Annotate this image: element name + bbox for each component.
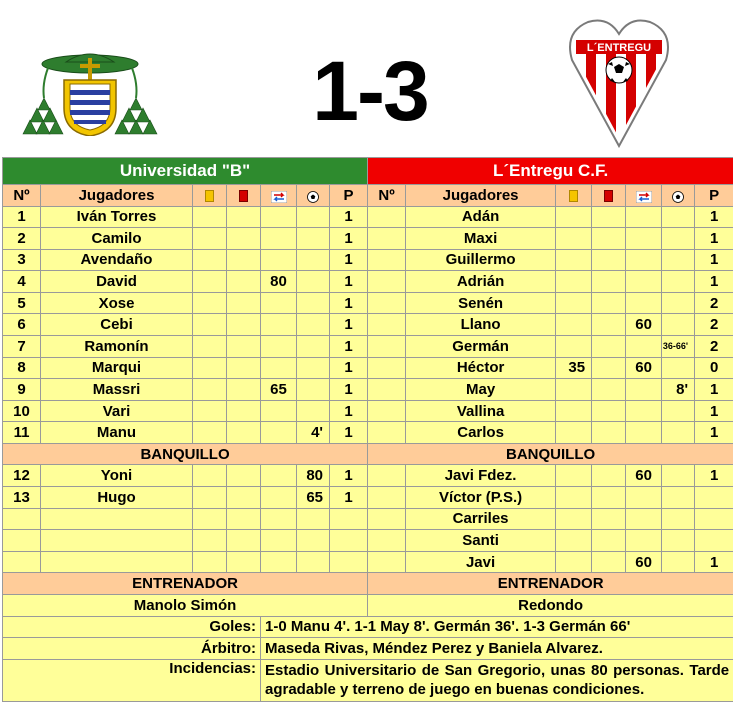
red-card-minute [227, 228, 261, 250]
player-name: Iván Torres [41, 206, 193, 228]
player-number: 4 [3, 271, 41, 293]
player-points [695, 530, 733, 552]
yellow-card-minute: 35 [556, 357, 592, 379]
player-points: 1 [695, 400, 733, 422]
substitution-minute: 65 [261, 379, 297, 401]
player-number: 8 [3, 357, 41, 379]
red-card-minute [227, 400, 261, 422]
red-card-icon [239, 190, 248, 202]
player-name: Germán [406, 336, 556, 358]
player-points: 1 [330, 379, 368, 401]
red-card-minute [227, 206, 261, 228]
red-card-minute [592, 228, 626, 250]
red-card-minute [227, 508, 261, 530]
substitution-minute [626, 271, 662, 293]
substitution-minute [626, 228, 662, 250]
coach-names-row [3, 594, 733, 616]
player-name: Llano [406, 314, 556, 336]
lineup-table-body [3, 158, 733, 702]
badge-text: L´ENTREGU [586, 42, 652, 54]
goal-minute [662, 465, 695, 487]
goal-minute [662, 228, 695, 250]
player-points: 0 [695, 357, 733, 379]
goal-minute [297, 336, 330, 358]
player-points: 1 [695, 271, 733, 293]
substitution-minute: 60 [626, 357, 662, 379]
substitution-minute [261, 465, 297, 487]
red-card-minute [227, 422, 261, 444]
red-card-minute [592, 336, 626, 358]
red-card-minute [592, 508, 626, 530]
away-substitution-column-header [626, 184, 662, 206]
player-name: May [406, 379, 556, 401]
bench-section-row [3, 443, 733, 465]
player-number [368, 292, 406, 314]
substitution-minute [261, 249, 297, 271]
player-number [368, 379, 406, 401]
player-name: Camilo [41, 228, 193, 250]
starter-row [3, 400, 733, 422]
player-name: Adrián [406, 271, 556, 293]
player-number: 2 [3, 228, 41, 250]
substitution-minute [261, 206, 297, 228]
away-ball-column-header [662, 184, 695, 206]
goal-minute [297, 551, 330, 573]
yellow-card-minute [556, 314, 592, 336]
goal-minute [662, 314, 695, 336]
goal-minute [662, 508, 695, 530]
goal-minute [297, 249, 330, 271]
goal-minute [662, 400, 695, 422]
substitution-minute [261, 357, 297, 379]
red-card-minute [592, 249, 626, 271]
player-name: Cebi [41, 314, 193, 336]
bench-row [3, 487, 733, 509]
player-points: 1 [695, 249, 733, 271]
yellow-card-minute [193, 336, 227, 358]
player-points [695, 508, 733, 530]
player-name [41, 530, 193, 552]
player-number: 9 [3, 379, 41, 401]
yellow-card-minute [556, 551, 592, 573]
goal-minute [297, 508, 330, 530]
player-name: Víctor (P.S.) [406, 487, 556, 509]
player-number [368, 249, 406, 271]
goal-minute: 80 [297, 465, 330, 487]
player-number [368, 228, 406, 250]
goals-value: 1-0 Manu 4'. 1-1 May 8'. Germán 36'. 1-3 Germán 66' [261, 616, 733, 638]
player-points: 1 [330, 249, 368, 271]
yellow-card-icon [205, 190, 214, 202]
player-name [41, 551, 193, 573]
starter-row [3, 336, 733, 358]
substitution-minute [261, 508, 297, 530]
player-points [330, 530, 368, 552]
player-points: 2 [695, 292, 733, 314]
goal-minute [662, 422, 695, 444]
goal-minute [662, 551, 695, 573]
substitution-minute [626, 249, 662, 271]
substitution-minute [626, 487, 662, 509]
red-card-minute [592, 314, 626, 336]
yellow-card-minute [556, 249, 592, 271]
yellow-card-icon [569, 190, 578, 202]
yellow-card-minute [193, 271, 227, 293]
yellow-card-minute [556, 465, 592, 487]
home-red-card-column-header [227, 184, 261, 206]
yellow-card-minute [556, 487, 592, 509]
red-card-minute [227, 336, 261, 358]
home-substitution-column-header [261, 184, 297, 206]
substitution-minute [261, 292, 297, 314]
substitution-minute [626, 206, 662, 228]
player-number [368, 357, 406, 379]
goal-minute [662, 206, 695, 228]
away-coach-label: ENTRENADOR [368, 573, 733, 595]
goals-label: Goles: [3, 616, 261, 638]
yellow-card-minute [193, 530, 227, 552]
red-card-minute [227, 314, 261, 336]
goal-minute [662, 357, 695, 379]
player-number [3, 530, 41, 552]
home-points-header: P [330, 184, 368, 206]
player-number [368, 336, 406, 358]
substitution-minute [261, 530, 297, 552]
goal-minute: 4' [297, 422, 330, 444]
home-coach-label: ENTRENADOR [3, 573, 368, 595]
goals-row [3, 616, 733, 638]
substitution-minute [626, 400, 662, 422]
player-number [368, 530, 406, 552]
red-card-minute [592, 400, 626, 422]
player-name: David [41, 271, 193, 293]
player-name: Adán [406, 206, 556, 228]
away-red-card-column-header [592, 184, 626, 206]
player-number: 7 [3, 336, 41, 358]
goal-minute [297, 228, 330, 250]
yellow-card-minute [556, 400, 592, 422]
substitution-minute [261, 487, 297, 509]
substitution-minute [626, 508, 662, 530]
player-number [368, 422, 406, 444]
player-name: Héctor [406, 357, 556, 379]
substitution-minute [626, 530, 662, 552]
player-name: Senén [406, 292, 556, 314]
goal-minute [662, 487, 695, 509]
substitution-minute [261, 400, 297, 422]
lineup-table [2, 157, 733, 702]
goal-minute: 65 [297, 487, 330, 509]
player-name: Ramonín [41, 336, 193, 358]
column-header-row [3, 184, 733, 206]
substitution-minute [261, 314, 297, 336]
away-yellow-card-column-header [556, 184, 592, 206]
player-number: 13 [3, 487, 41, 509]
goal-minute: 8' [662, 379, 695, 401]
player-number: 5 [3, 292, 41, 314]
home-ball-column-header [297, 184, 330, 206]
ball-icon [672, 190, 684, 202]
away-bench-label: BANQUILLO [368, 443, 733, 465]
starter-row [3, 249, 733, 271]
red-card-minute [227, 271, 261, 293]
red-card-minute [227, 465, 261, 487]
player-points: 2 [695, 314, 733, 336]
goal-minute [297, 292, 330, 314]
player-name: Guillermo [406, 249, 556, 271]
red-card-minute [592, 530, 626, 552]
starter-row [3, 206, 733, 228]
yellow-card-minute [193, 292, 227, 314]
player-name: Javi Fdez. [406, 465, 556, 487]
red-card-minute [592, 271, 626, 293]
red-card-minute [592, 357, 626, 379]
player-points: 1 [330, 422, 368, 444]
yellow-card-minute [193, 508, 227, 530]
player-points: 1 [330, 271, 368, 293]
player-number [368, 508, 406, 530]
yellow-card-minute [193, 357, 227, 379]
starter-row [3, 314, 733, 336]
goal-minute [662, 530, 695, 552]
player-name: Vari [41, 400, 193, 422]
yellow-card-minute [556, 422, 592, 444]
player-number [3, 551, 41, 573]
player-name: Avendaño [41, 249, 193, 271]
match-score: 1-3 [312, 44, 428, 138]
home-team-name: Universidad "B" [3, 158, 368, 185]
yellow-card-minute [556, 508, 592, 530]
starter-row [3, 379, 733, 401]
yellow-card-minute [193, 314, 227, 336]
substitution-minute [261, 551, 297, 573]
player-name: Massri [41, 379, 193, 401]
goal-minute [297, 314, 330, 336]
red-card-minute [592, 422, 626, 444]
player-number: 10 [3, 400, 41, 422]
player-points: 1 [330, 314, 368, 336]
player-points: 1 [695, 465, 733, 487]
home-number-header: Nº [3, 184, 41, 206]
player-name: Hugo [41, 487, 193, 509]
goal-minute [297, 379, 330, 401]
yellow-card-minute [193, 206, 227, 228]
team-names-row [3, 158, 733, 185]
player-name: Santi [406, 530, 556, 552]
substitution-minute [261, 422, 297, 444]
player-points: 1 [330, 487, 368, 509]
starter-row [3, 228, 733, 250]
starter-row [3, 292, 733, 314]
goal-minute [662, 249, 695, 271]
red-card-minute [227, 292, 261, 314]
university-crest-icon [22, 46, 158, 136]
lentregu-badge-icon [568, 16, 670, 148]
player-number [368, 206, 406, 228]
red-card-minute [227, 357, 261, 379]
yellow-card-minute [556, 379, 592, 401]
player-points: 2 [695, 336, 733, 358]
player-name: Xose [41, 292, 193, 314]
away-team-name: L´Entregu C.F. [368, 158, 733, 185]
goal-minute [662, 292, 695, 314]
starter-row [3, 271, 733, 293]
starter-row [3, 422, 733, 444]
incidents-label: Incidencias: [3, 659, 261, 701]
red-card-minute [227, 379, 261, 401]
bench-row [3, 508, 733, 530]
yellow-card-minute [556, 228, 592, 250]
goal-minute [297, 271, 330, 293]
red-card-minute [227, 249, 261, 271]
referees-label: Árbitro: [3, 638, 261, 660]
goal-minute [297, 206, 330, 228]
player-points: 1 [330, 400, 368, 422]
substitution-minute [261, 228, 297, 250]
goal-minute [297, 400, 330, 422]
player-name: Maxi [406, 228, 556, 250]
starter-row [3, 357, 733, 379]
substitution-minute: 60 [626, 314, 662, 336]
player-points: 1 [330, 292, 368, 314]
red-card-minute [592, 551, 626, 573]
incidents-value: Estadio Universitario de San Gregorio, unas 80 personas. Tarde agradable y terreno de juego en buenas condiciones. [261, 659, 733, 701]
yellow-card-minute [556, 271, 592, 293]
player-number [368, 465, 406, 487]
player-number [368, 314, 406, 336]
player-number: 1 [3, 206, 41, 228]
substitution-icon [636, 190, 652, 202]
match-header [0, 0, 733, 155]
red-card-minute [227, 551, 261, 573]
yellow-card-minute [193, 465, 227, 487]
yellow-card-minute [556, 292, 592, 314]
player-number: 11 [3, 422, 41, 444]
substitution-minute [261, 336, 297, 358]
red-card-minute [592, 292, 626, 314]
goal-minute [297, 530, 330, 552]
yellow-card-minute [193, 551, 227, 573]
substitution-minute: 80 [261, 271, 297, 293]
substitution-minute [626, 292, 662, 314]
red-card-minute [592, 379, 626, 401]
player-points: 1 [695, 551, 733, 573]
away-players-header: Jugadores [406, 184, 556, 206]
yellow-card-minute [193, 228, 227, 250]
yellow-card-minute [556, 530, 592, 552]
substitution-minute: 60 [626, 465, 662, 487]
away-points-header: P [695, 184, 733, 206]
incidents-row [3, 659, 733, 701]
red-card-minute [227, 487, 261, 509]
player-number: 3 [3, 249, 41, 271]
player-points: 1 [695, 228, 733, 250]
red-card-minute [592, 206, 626, 228]
player-number: 12 [3, 465, 41, 487]
referees-value: Maseda Rivas, Méndez Perez y Baniela Alvarez. [261, 638, 733, 660]
ball-icon [307, 190, 319, 202]
player-name [41, 508, 193, 530]
home-coach-name: Manolo Simón [3, 594, 368, 616]
player-points [330, 551, 368, 573]
substitution-minute [626, 336, 662, 358]
coach-section-row [3, 573, 733, 595]
bench-row [3, 465, 733, 487]
player-name: Yoni [41, 465, 193, 487]
player-number: 6 [3, 314, 41, 336]
yellow-card-minute [556, 206, 592, 228]
player-name: Javi [406, 551, 556, 573]
player-name: Carlos [406, 422, 556, 444]
yellow-card-minute [193, 487, 227, 509]
player-number [368, 271, 406, 293]
player-points [695, 487, 733, 509]
bench-row [3, 551, 733, 573]
red-card-minute [592, 465, 626, 487]
player-points: 1 [695, 379, 733, 401]
player-points: 1 [695, 206, 733, 228]
referees-row [3, 638, 733, 660]
player-number [368, 400, 406, 422]
goal-minute [297, 357, 330, 379]
player-number [368, 487, 406, 509]
player-points: 1 [330, 336, 368, 358]
home-players-header: Jugadores [41, 184, 193, 206]
red-card-icon [604, 190, 613, 202]
bench-row [3, 530, 733, 552]
yellow-card-minute [193, 249, 227, 271]
yellow-card-minute [193, 379, 227, 401]
player-name: Carriles [406, 508, 556, 530]
player-name: Vallina [406, 400, 556, 422]
substitution-minute [626, 379, 662, 401]
goal-minute: 36-66' [662, 336, 695, 358]
red-card-minute [227, 530, 261, 552]
yellow-card-minute [193, 422, 227, 444]
player-number [368, 551, 406, 573]
red-card-minute [592, 487, 626, 509]
substitution-minute: 60 [626, 551, 662, 573]
player-name: Manu [41, 422, 193, 444]
player-points: 1 [330, 357, 368, 379]
player-points [330, 508, 368, 530]
yellow-card-minute [556, 336, 592, 358]
substitution-minute [626, 422, 662, 444]
player-number [3, 508, 41, 530]
away-number-header: Nº [368, 184, 406, 206]
away-coach-name: Redondo [368, 594, 733, 616]
player-points: 1 [695, 422, 733, 444]
player-points: 1 [330, 465, 368, 487]
player-points: 1 [330, 228, 368, 250]
goal-minute [662, 271, 695, 293]
player-name: Marqui [41, 357, 193, 379]
yellow-card-minute [193, 400, 227, 422]
home-yellow-card-column-header [193, 184, 227, 206]
player-points: 1 [330, 206, 368, 228]
home-bench-label: BANQUILLO [3, 443, 368, 465]
substitution-icon [271, 190, 287, 202]
